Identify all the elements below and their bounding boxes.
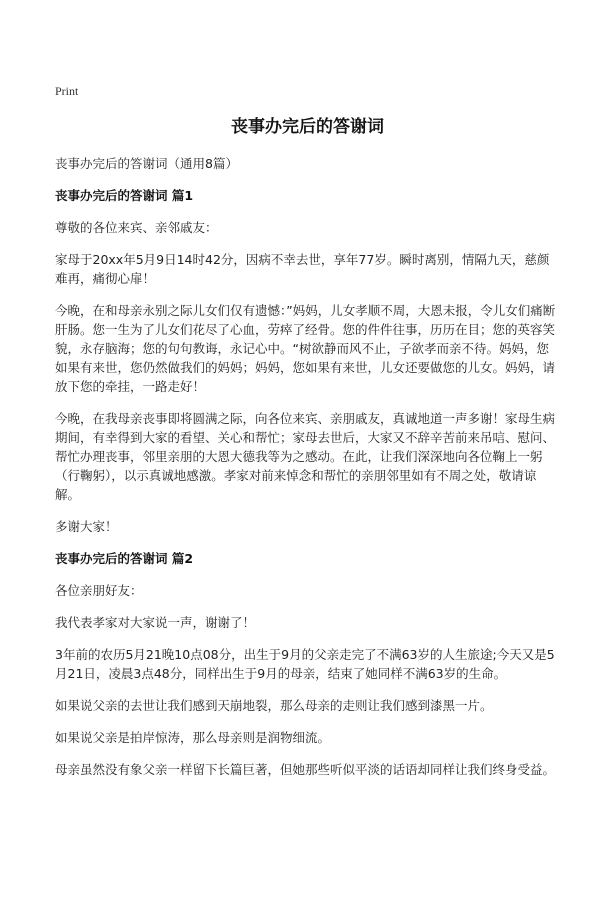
section-heading-1: 丧事办完后的答谢词 篇1 (55, 188, 194, 203)
paragraph: 家母于20xx年5月9日14时42分，因病不幸去世，享年77岁。瞬时离别，情隔九天，慈颜难再，痛彻心扉！ (55, 252, 550, 286)
section-heading-2: 丧事办完后的答谢词 篇2 (55, 551, 194, 566)
paragraph: 多谢大家！ (55, 519, 118, 534)
paragraph: 如果说父亲是拍岸惊涛，那么母亲则是润物细流。 (55, 730, 331, 745)
paragraph: 尊敬的各位来宾、亲邻戚友： (55, 220, 218, 235)
paragraph: 各位亲朋好友： (55, 583, 143, 598)
paragraph: 如果说父亲的去世让我们感到天崩地裂，那么母亲的走则让我们感到漆黑一片。 (55, 698, 493, 713)
paragraph: 今晚，在和母亲永别之际儿女们仅有遗憾：”妈妈，儿女孝顺不周，大恩未报，令儿女们痛断肝肠。您一生为了儿女们花尽了心血，劳瘁了经骨。您的件件往事，历历在目；您的英容笑貌，永存脑海；您的句句教诲，永记心中。“树欲静而风不止，子欲孝而亲不待。妈妈，您如果有来世，您仍然做我们的妈妈；妈妈，您如果有来世，儿女还要做您的儿女。妈妈，请放下您的牵挂，一路走好！ (55, 303, 556, 394)
paragraph: 母亲虽然没有象父亲一样留下长篇巨著，但她那些听似平淡的话语却同样让我们终身受益。 (55, 762, 556, 777)
print-link[interactable]: Print (55, 84, 79, 98)
paragraph: 我代表孝家对大家说一声，谢谢了！ (55, 615, 256, 630)
paragraph: 今晚，在我母亲丧事即将圆满之际，向各位来宾、亲朋戚友，真诚地道一声多谢！家母生病期间，有幸得到大家的看望、关心和帮忙；家母去世后，大家又不辞辛苦前来吊唁、慰问、帮忙办理丧事，邻里亲朋的大恩大德我等为之感动。在此，让我们深深地向各位鞠上一躬（行鞠躬），以示真诚地感激。孝家对前来悼念和帮忙的亲朋邻里如有不周之处，敬请谅解。 (55, 411, 556, 502)
page-title: 丧事办完后的答谢词 (231, 117, 384, 137)
document-subtitle: 丧事办完后的答谢词（通用8篇） (55, 156, 238, 171)
paragraph: 3年前的农历5月21晚10点08分，出生于9月的父亲走完了不满63岁的人生旅途;今天又是5月21日，凌晨3点48分，同样出生于9月的母亲，结束了她同样不满63岁的生命。 (55, 647, 555, 681)
